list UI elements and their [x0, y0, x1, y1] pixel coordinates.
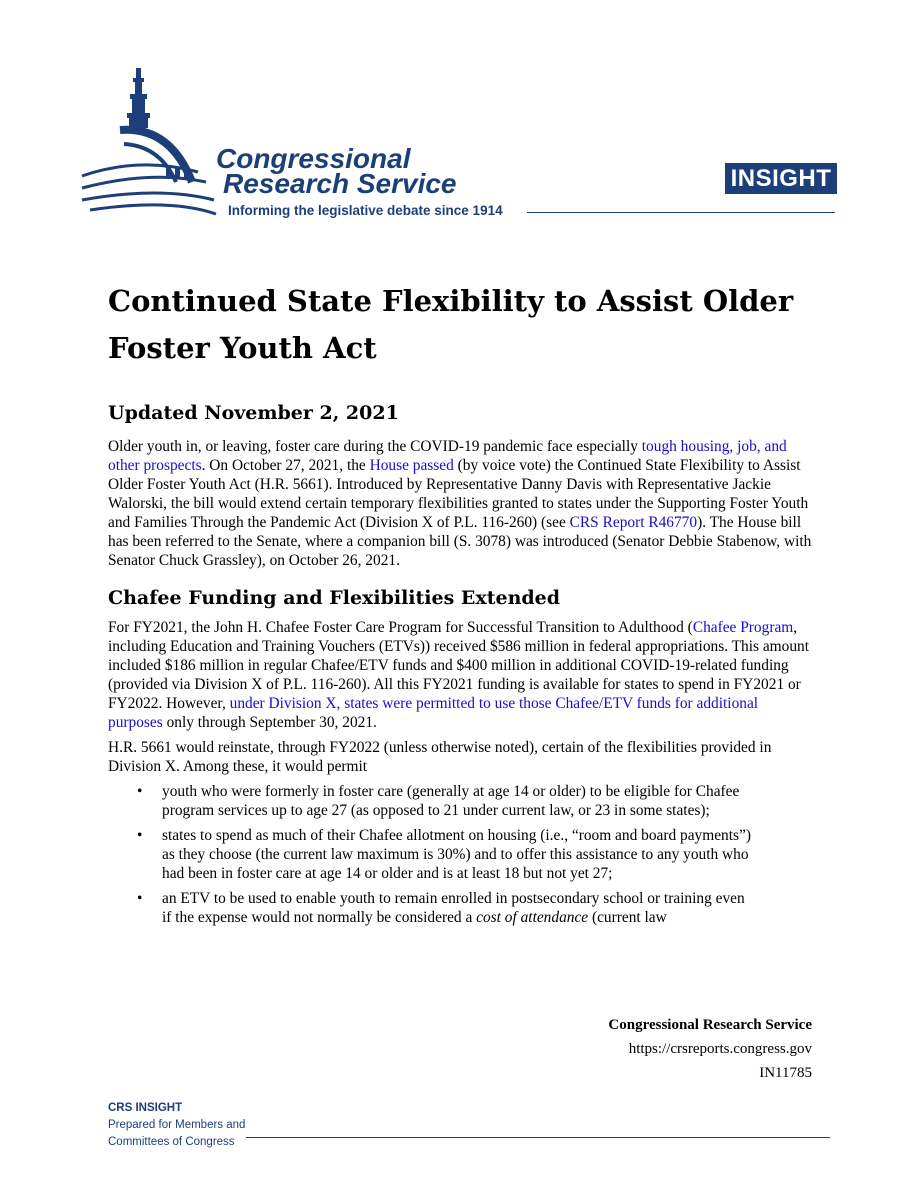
division-x-link[interactable]: under Division X, states were permitted to use those Chafee/ETV funds for additional purposes: [108, 695, 759, 731]
chafee-program-link[interactable]: Chafee Program: [692, 619, 794, 636]
document-body: [108, 437, 813, 933]
reinstate-paragraph: H.R. 5661 would reinstate, through FY2022 (unless otherwise noted), certain of the flexibilities provided in Division X. Among these, it would permit: [108, 739, 772, 775]
bullet-icon: •: [137, 890, 143, 907]
footer-url: https://crsreports.congress.gov: [628, 1041, 812, 1057]
logo-line2: Research Service: [223, 168, 457, 199]
document-title: Continued State Flexibility to Assist Older Foster Youth Act: [108, 284, 794, 365]
logo-line1: Congressional: [216, 143, 411, 174]
footer-rule: [246, 1137, 830, 1138]
bullet-icon: •: [137, 783, 143, 800]
bullet-icon: •: [137, 827, 143, 844]
prepared-line2: Committees of Congress: [108, 1136, 235, 1148]
updated-date: Updated November 2, 2021: [108, 402, 399, 424]
prepared-line1: Prepared for Members and: [108, 1119, 246, 1131]
list-item: • an ETV to be used to enable youth to remain enrolled in postsecondary school or training even if the expense would not normally be considered a cost of attendance (current law: [137, 890, 745, 926]
flexibilities-list: [108, 782, 813, 927]
list-item: • states to spend as much of their Chafee allotment on housing (i.e., “room and board payments”) as they choose (the current law maximum is 30%) and to offer this assistance to any youth who had been in foster care at age 14 or older and is at least 18 but not yet 27;: [137, 827, 751, 882]
insight-badge: INSIGHT: [725, 163, 837, 194]
capitol-dome-icon: [80, 64, 520, 224]
footer-report-id: IN11785: [759, 1065, 812, 1081]
crs-insight-footer: [108, 1100, 245, 1151]
list-item: • youth who were formerly in foster care (generally at age 14 or older) to be eligible for Chafee program services up to age 27 (as opposed to 21 under current law, or 23 in some states);: [137, 783, 740, 819]
crs-insight-label: CRS INSIGHT: [108, 1102, 183, 1114]
chafee-paragraph: For FY2021, the John H. Chafee Foster Care Program for Successful Transition to Adulthood (Chafee Program, including Education and Training Vouchers (ETVs)) received $586 million in federal appropriations. This amount included $186 million in regular Chafee/ETV funds and $400 million in additional COVID-19-related funding (provided via Division X of P.L. 116-260). All this FY2021 funding is available for states to spend in FY2021 or FY2022. However, under Division X, states were permitted to use those Chafee/ETV funds for additional purposes only through September 30, 2021.: [108, 619, 809, 731]
section-heading: Chafee Funding and Flexibilities Extended: [108, 587, 561, 609]
header-rule: [527, 212, 835, 213]
logo-tagline: Informing the legislative debate since 1914: [228, 203, 503, 218]
footer-org: [608, 1013, 812, 1085]
crs-report-link[interactable]: CRS Report R46770: [569, 514, 698, 531]
intro-paragraph: Older youth in, or leaving, foster care during the COVID-19 pandemic face especially tough housing, job, and other prospects. On October 27, 2021, the House passed (by voice vote) the Continued State Flexibility to Assist Older Foster Youth Act (H.R. 5661). Introduced by Representative Danny Davis with Representative Jackie Walorski, the bill would extend certain temporary flexibilities granted to states under the Supporting Foster Youth and Families Through the Pandemic Act (Division X of P.L. 116-260) (see CRS Report R46770). The House bill has been referred to the Senate, where a companion bill (S. 3078) was introduced (Senator Debbie Stabenow, with Senator Chuck Grassley), on October 26, 2021.: [108, 438, 812, 569]
crs-logo: [80, 64, 520, 224]
footer-org-name: Congressional Research Service: [608, 1017, 812, 1033]
tough-prospects-link[interactable]: tough housing, job, and other prospects: [108, 438, 787, 474]
house-passed-link[interactable]: House passed: [369, 457, 454, 474]
